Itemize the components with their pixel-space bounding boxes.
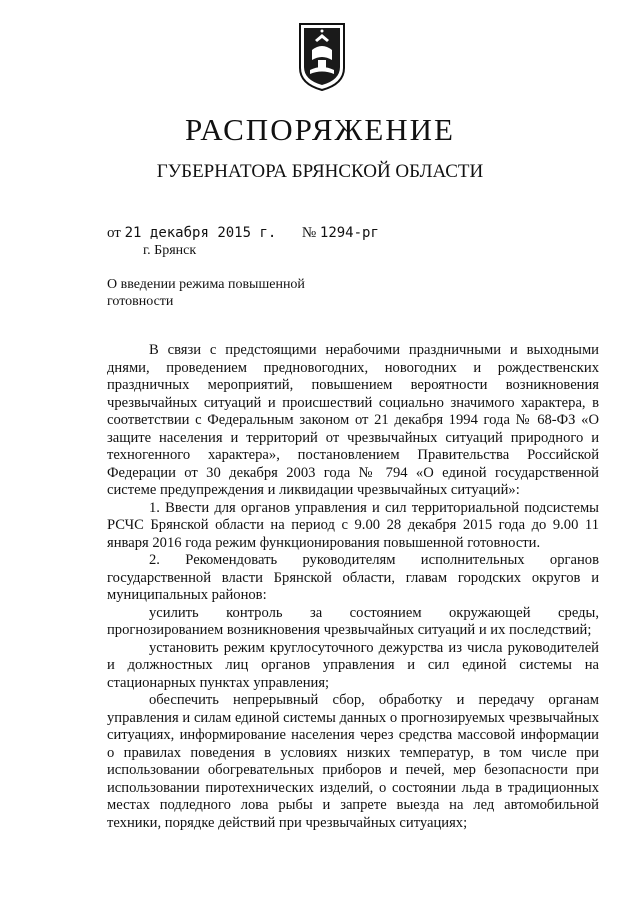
document-subject [107,276,305,310]
body-paragraph: усилить контроль за состоянием окружающей среды, прогнозированием возникновения чрезвычайных ситуаций и их последствий; [107,604,599,638]
subject-line: О введении режима повышенной [107,277,305,292]
document-city: г. Брянск [143,243,197,258]
date-prefix: от [107,225,121,241]
document-subtitle: ГУБЕРНАТОРА БРЯНСКОЙ ОБЛАСТИ [156,161,484,182]
number-prefix: № [301,225,317,241]
subject-line: готовности [107,294,174,309]
body-paragraph: 2. Рекомендовать руководителям исполнительных органов государственной власти Брянской области, главам городских округов и муниципальных районов: [107,552,599,603]
document-title: РАСПОРЯЖЕНИЕ [185,112,455,147]
body-paragraph: установить режим круглосуточного дежурства из числа руководителей и должностных лиц органов управления и сил единой системы на стационарных пунктах управления; [107,639,599,691]
document-body [107,342,599,832]
body-paragraph: 1. Ввести для органов управления и сил территориальной подсистемы РСЧС Брянской области на период с 9.00 28 декабря 2015 года до 9.00 11 января 2016 года режим функционирования повышенной готовности. [107,499,599,551]
document-number: 1294-рг [319,225,379,241]
body-paragraph: обеспечить непрерывный сбор, обработку и передачу органам управления и силам единой системы данных о прогнозируемых чрезвычайных ситуациях, информирование населения через средства массовой информации о правилах поведения в условиях низких температур, в том числе при использовании обогревательных приборов и печей, мер безопасности при использовании пиротехнических изделий, о состоянии льда в традиционных местах подледного лова рыбы и запрете выезда на лед автомобильной техники, порядке действий при чрезвычайных ситуациях; [107,692,599,831]
document-date: 21 декабря 2015 г. [124,225,277,241]
date-number-line [107,223,379,243]
body-paragraph: В связи с предстоящими нерабочими праздничными и выходными днями, проведением предновогодних, новогодних и рождественских праздничных мероприятий, повышением вероятности возникновения чрезвычайных ситуаций и происшествий социально значимого характера, в соответствии с Федеральным законом от 21 декабря 1994 года № 68-ФЗ «О защите населения и территорий от чрезвычайных ситуаций природного и техногенного характера», постановлением Правительства Российской Федерации от 30 декабря 2003 года № 794 «О единой государственной системе предупреждения и ликвидации чрезвычайных ситуаций»: [107,342,599,498]
coat-of-arms-icon [297,20,347,92]
